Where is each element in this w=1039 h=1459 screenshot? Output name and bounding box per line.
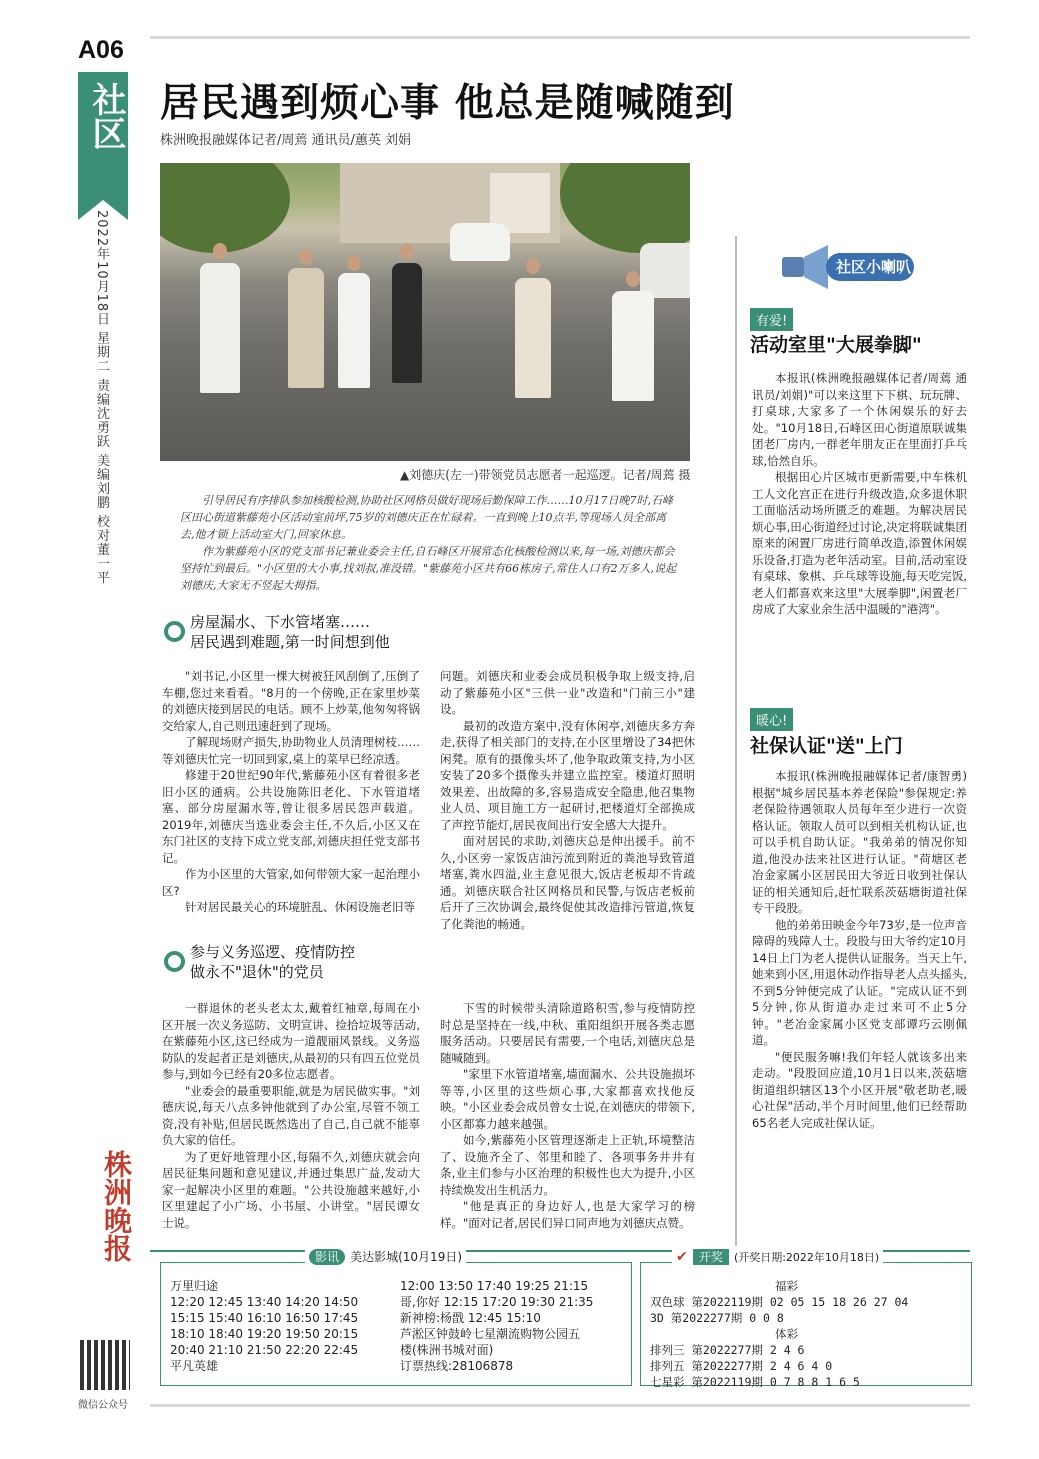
film-line: 哥,你好 12:15 17:20 19:30 21:35 (400, 1295, 594, 1309)
body-paragraph: 作为小区里的大管家,如何带领大家一起治理小区? (162, 867, 420, 898)
sidebar-logo (778, 243, 918, 291)
film-listing-1 (170, 1278, 395, 1374)
lottery-date: (开奖日期:2022年10月18日) (733, 1251, 880, 1264)
sidebar-item-2-tag-wrap (750, 708, 793, 731)
film-line: 12:00 13:50 17:40 19:25 21:15 (400, 1279, 589, 1293)
lottery-name: 七星彩 (650, 1375, 685, 1389)
page-number: A06 (78, 36, 124, 64)
film-line: 12:20 12:45 13:40 14:20 14:50 (170, 1295, 359, 1309)
body-paragraph: "业委会的最重要职能,就是为居民做实事。"刘德庆说,每天八点多钟他就到了办公室,尽管不领工资,没有补贴,但居民既然选出了自己,自己就不能辜负大家的信任。 (162, 1083, 420, 1147)
body-paragraph: "家里下水管道堵塞,墙面漏水、公共设施损坏等等,小区里的这些烦心事,大家都喜欢找他反映。"小区业委会成员曾女士说,在刘德庆的带领下,小区都寡力越来越强。 (440, 1067, 695, 1131)
lottery-numbers: 2 4 6 4 0 (769, 1359, 833, 1373)
lottery-table (650, 1278, 908, 1390)
body-paragraph: 下雪的时候带头清除道路积雪,参与疫情防控时总是坚持在一线,中秋、重阳组织开展各类志愿服务活动。只要居民有需要,一个电话,刘德庆总是随喊随到。 (440, 1001, 695, 1065)
lottery-name: 排列三 (650, 1343, 685, 1357)
body-paragraph: "刘书记,小区里一棵大树被狂风刮倒了,压倒了车棚,您过来看看。"8月的一个傍晚,正在家里炒菜的刘德庆接到居民的电话。顾不上炒菜,他匆匆将锅交给家人,自己则迅速赶到了现场。 (162, 669, 420, 733)
lottery-row (650, 1278, 908, 1294)
body-paragraph: 一群退休的老头老太太,戴着红袖章,每周在小区开展一次义务巡防、文明宣讲、捡拾垃圾等活动,在紫藤苑小区,这已经成为一道靓丽风景线。义务巡防队的发起者正是刘德庆,从最初的只有四五位党员参与,到如今已经有20多位志愿者。 (162, 1001, 420, 1081)
lottery-numbers: 2 4 6 (769, 1343, 805, 1357)
dateline: 2022年10月18日 星期二 责编沈勇跃 美编刘鹏 校对董一平 (94, 210, 109, 585)
qr-label: 微信公众号 (78, 1400, 128, 1411)
sidebar-paragraph: "便民服务嘛!我们年轻人就该多出来走动。"段股回应道,10月1日以来,茨菇塘街道组织辖区13个小区开展"敬老助老,暖心社保"活动,半个月时间里,他们已经帮助65名老人完成社保认证。 (752, 1049, 967, 1130)
subhead-line: 参与义务巡逻、疫情防控 (190, 943, 356, 961)
subhead-bullet-icon (164, 951, 185, 972)
lottery-issue: 第2022277期 (691, 1359, 763, 1373)
subhead-bullet-icon (164, 621, 185, 642)
film-line: 20:40 21:10 21:50 22:20 22:45 (170, 1343, 359, 1357)
section-tab (78, 72, 128, 200)
lottery-name: 3D (650, 1311, 664, 1325)
sidebar-item-1-tag-wrap (750, 308, 793, 331)
newspaper-brand: 株洲晚报 (100, 1150, 133, 1262)
subhead-1 (190, 612, 390, 652)
bottom-page-rule (150, 1404, 970, 1407)
qr-code-icon[interactable] (80, 1340, 130, 1390)
lottery-numbers: 0 0 8 (749, 1311, 784, 1325)
body-paragraph: 面对居民的求助,刘德庆总是伸出援手。前不久,小区旁一家饭店油污流到附近的粪池导致管道堵塞,粪水四溢,业主意见很大,饭店老板却不肯疏通。刘德庆联合社区网格员和民警,与饭店老板前后开了三次协调会,最终促使其改造排污管道,恢复了化粪池的畅通。 (440, 834, 695, 931)
body-paragraph: 问题。刘德庆和业委会成员积极争取上级支持,启动了紫藤苑小区"三供一业"改造和"门前三小"建设。 (440, 669, 695, 716)
body-paragraph: 针对居民最关心的环境脏乱、休闲设施老旧等 (185, 900, 415, 914)
body-paragraph: 修建于20世纪90年代,紫藤苑小区有着很多老旧小区的通病。公共设施陈旧老化、下水管道堵塞、部分房屋漏水等,曾让很多居民怨声载道。2019年,刘德庆当选业委会主任,不久后,小区又在东门社区的支持下成立党支部,刘德庆担任党支部书记。 (162, 768, 420, 865)
top-rule (150, 36, 970, 39)
film-line: 新神榜:杨戬 12:45 15:10 (400, 1311, 541, 1325)
intro-paragraph: 作为紫藤苑小区的党支部书记兼业委会主任,自石峰区开展常态化核酸检测以来,每一场,刘德庆都会坚持忙到最后。"小区里的大小事,找刘叔,准没错。"紫藤苑小区共有66栋房子,常住人口有2万多人,说起刘德庆,大家无不竖起大拇指。 (180, 545, 677, 592)
sidebar-paragraph: 他的弟弟田映金今年73岁,是一位声音障碍的残障人士。段股与田大爷约定10月14日上门为老人提供认证服务。当天上午,她来到小区,用退休动作指导老人点头摇头,不到5分钟便完成了认证。"完成认证不到5分钟,你从街道办走过来可不止5分钟。"老冶金家属小区党支部谭巧云刚佩道。 (752, 917, 967, 1047)
film-line: 楼(株洲书城对面) (400, 1343, 494, 1357)
body-column-2a (162, 1000, 420, 1231)
subhead-line: 做永不"退休"的党员 (190, 963, 324, 981)
film-line: 万里归途 (170, 1279, 219, 1293)
checkmark-icon: ✔ (676, 1249, 688, 1265)
lottery-numbers: 02 05 15 18 26 27 04 (769, 1295, 909, 1309)
film-cinema: 美达影城(10月19日) (350, 1250, 463, 1264)
body-column-1a (162, 668, 420, 916)
body-paragraph: 了解现场财产损失,协助物业人员清理树枝……等刘德庆忙完一切回到家,桌上的菜早已经凉透。 (162, 735, 420, 766)
column-divider (735, 236, 737, 1246)
lottery-section-label: 开奖 (693, 1249, 729, 1265)
film-line: 15:15 15:40 16:10 16:50 17:45 (170, 1311, 359, 1325)
body-paragraph: 最初的改造方案中,没有休闲亭,刘德庆多方奔走,获得了相关部门的支持,在小区里增设了34把休闲凳。原有的摄像头坏了,他争取政策支持,为小区安装了20多个摄像头并建立监控室。楼道灯照明效果差、出故障的多,容易造成安全隐患,他召集物业人员、项目施工方一起研讨,把楼道灯全部换成了声控节能灯,居民夜间出行安全感大大提升。 (440, 718, 695, 832)
article-intro (180, 492, 680, 594)
subhead-line: 房屋漏水、下水管堵塞…… (190, 613, 371, 631)
lottery-name: 排列五 (650, 1359, 685, 1373)
body-column-1b (440, 668, 695, 932)
body-column-2b (440, 1000, 695, 1231)
lottery-row (650, 1294, 908, 1310)
sidebar-item-2-title: 社保认证"送"上门 (750, 735, 903, 757)
film-section-label: 影讯 (309, 1249, 345, 1265)
lottery-row (650, 1358, 908, 1374)
headline: 居民遇到烦心事 他总是随喊随到 (160, 80, 735, 126)
sidebar-item-2-body (752, 768, 967, 1131)
sidebar-item-1-body (752, 370, 967, 618)
sidebar-paragraph: 本报讯(株洲晚报融媒体记者/周蔫 通讯员/刘娟)"可以来这里下下棋、玩玩牌、打桌球,大家多了一个休闲娱乐的好去处。"10月18日,石峰区田心街道原联诚集团老厂房内,一群老年朋友正在里面打乒乓球,恰然自乐。 (752, 371, 967, 468)
sidebar-tag: 有爱! (750, 308, 793, 331)
sidebar-logo-text: 社区小喇叭 (836, 258, 912, 276)
subhead-line: 居民遇到难题,第一时间想到他 (190, 633, 390, 651)
sidebar-tag: 暖心! (750, 708, 793, 731)
lottery-row (650, 1310, 908, 1326)
body-paragraph: 为了更好地管理小区,每隔不久,刘德庆就会向居民征集问题和意见建议,并通过集思广益,发动大家一起解决小区里的难题。"公共设施越来越好,小区里建起了小广场、小书屋、小讲堂。"居民谭女士说。 (162, 1149, 420, 1230)
lottery-numbers: 0 7 8 8 1 6 5 (769, 1375, 860, 1389)
film-header (305, 1246, 466, 1265)
sidebar-paragraph: 根据田心片区城市更新需要,中车株机工人文化宫正在进行升级改造,众多退休职工面临活动场所匮乏的难题。为解决居民烦心事,田心街道经过讨论,决定将联诚集团原来的闲置厂房进行简单改造,添置休闲娱乐设备,打造为老年活动室。目前,活动室设有桌球、象棋、乒乓球等设施,每天吃完饭,老人们都喜欢来这里"大展拳脚",闲置老厂房成了大家业余生活中温暖的"港湾"。 (752, 470, 967, 616)
lottery-header (672, 1246, 883, 1265)
photo-caption: ▲刘德庆(左一)带领党员志愿者一起巡逻。记者/周蔫 摄 (400, 468, 691, 482)
film-line: 芦淞区钟鼓岭七星潮流购物公园五 (400, 1327, 581, 1341)
film-listing-2 (400, 1278, 620, 1374)
section-name: 社区 (86, 82, 126, 150)
film-line: 18:10 18:40 19:20 19:50 20:15 (170, 1327, 359, 1341)
sidebar-paragraph: 本报讯(株洲晚报融媒体记者/康智勇)根据"城乡居民基本养老保险"参保规定:养老保险待遇领取人员每年至少进行一次资格认证。领取人员可以到相关机构认证,也可以手机自助认证。"我弟弟的情况你知道,他没办法来社区进行认证。"荷塘区老冶金家属小区居民田大爷近日收到社保认证的相关通知后,赶忙联系茨菇塘街道社保专干段股。 (752, 769, 967, 915)
lottery-issue: 第2022119期 (691, 1295, 763, 1309)
lottery-name: 双色球 (650, 1295, 685, 1309)
body-paragraph: 如今,紫藤苑小区管理逐渐走上正轨,环境整洁了、设施齐全了、邻里和睦了、各项事务井井有条,业主们参与小区治理的积极性也大为提升,小区持续焕发出生机活力。 (440, 1133, 695, 1197)
byline: 株洲晚报融媒体记者/周蔫 通讯员/蕙英 刘娟 (160, 133, 412, 148)
lottery-issue: 第2022119期 (691, 1375, 763, 1389)
subhead-2 (190, 942, 355, 982)
article-photo (160, 163, 690, 461)
body-paragraph: "他是真正的身边好人,也是大家学习的榜样。"面对记者,居民们异口同声地为刘德庆点赞。 (440, 1199, 695, 1230)
lottery-group: 体彩 (775, 1327, 798, 1341)
lottery-row (650, 1374, 908, 1390)
intro-paragraph: 引导居民有序排队参加核酸检测,协助社区网格员做好现场后勤保障工作……10月17日晚7时,石峰区田心街道紫藤苑小区活动室前坪,75岁的刘德庆正在忙碌着。一直到晚上10点半,等现场人员全部离去,他才锁上活动室大门,回家休息。 (180, 494, 673, 541)
lottery-row (650, 1326, 908, 1342)
lottery-issue: 第2022277期 (691, 1343, 763, 1357)
film-line: 平凡英雄 (170, 1359, 219, 1373)
lottery-group: 福彩 (775, 1279, 798, 1293)
lottery-issue: 第2022277期 (670, 1311, 743, 1325)
film-line: 订票热线:28106878 (400, 1359, 514, 1373)
lottery-row (650, 1342, 908, 1358)
sidebar-item-1-title: 活动室里"大展拳脚" (750, 334, 922, 356)
